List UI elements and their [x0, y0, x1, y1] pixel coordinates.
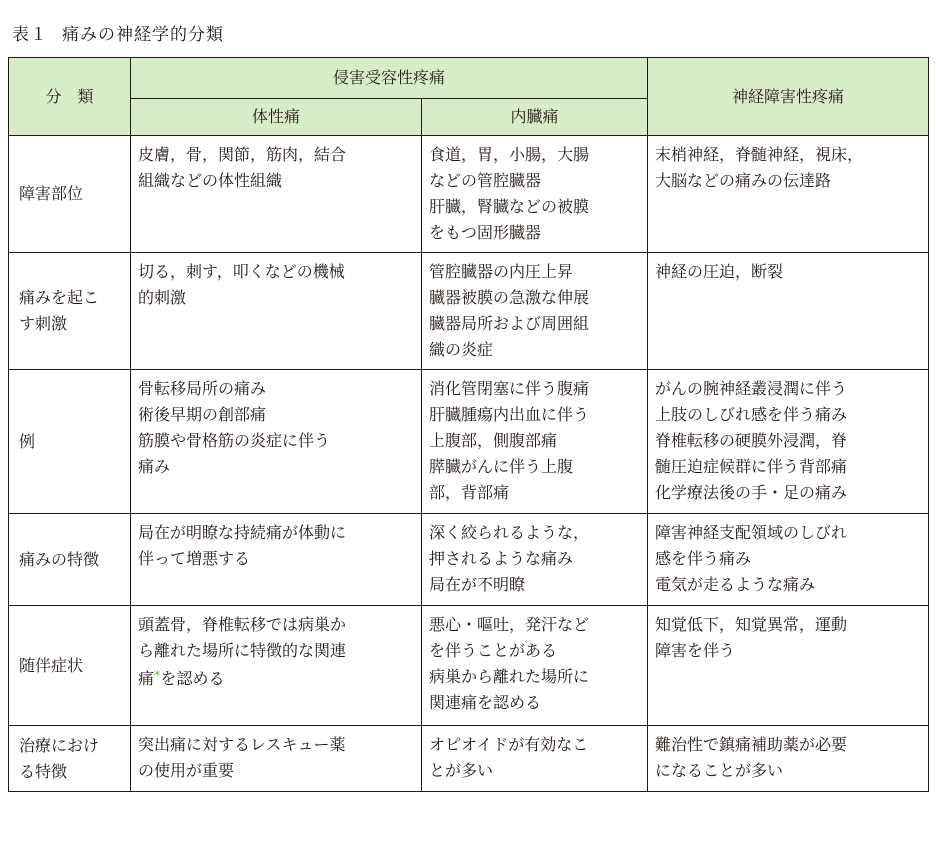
cell-visceral: 消化管閉塞に伴う腹痛 肝臓腫瘍内出血に伴う 上腹部，側腹部痛 膵臓がんに伴う上腹 部，背部痛	[422, 370, 648, 514]
pain-classification-table	[8, 57, 929, 792]
cell-neuropathic: がんの腕神経叢浸潤に伴う 上肢のしびれ感を伴う痛み 脊椎転移の硬膜外浸潤，脊 髄圧迫症候群に伴う背部痛 化学療法後の手・足の痛み	[648, 370, 929, 514]
table-row	[9, 253, 929, 370]
row-label: 痛みの特徴	[9, 514, 131, 606]
cell-somatic: 切る，刺す，叩くなどの機械 的刺激	[131, 253, 422, 370]
cell-neuropathic: 知覚低下，知覚異常，運動 障害を伴う	[648, 606, 929, 726]
header-nociceptive: 侵害受容性疼痛	[131, 58, 648, 99]
cell-visceral: 食道，胃，小腸，大腸 などの管腔臓器 肝臓，腎臓などの被膜 をもつ固形臓器	[422, 136, 648, 253]
row-label: 痛みを起こ す刺激	[9, 253, 131, 370]
header-somatic: 体性痛	[131, 99, 422, 136]
row-label: 例	[9, 370, 131, 514]
cell-neuropathic: 末梢神経，脊髄神経，視床， 大脳などの痛みの伝達路	[648, 136, 929, 253]
header-neuropathic: 神経障害性疼痛	[648, 58, 929, 136]
table-row	[9, 726, 929, 792]
header-category: 分 類	[9, 58, 131, 136]
header-visceral: 内臓痛	[422, 99, 648, 136]
cell-somatic: 皮膚，骨，関節，筋肉，結合 組織などの体性組織	[131, 136, 422, 253]
table-title: 痛みの神経学的分類	[62, 25, 224, 45]
table-row	[9, 606, 929, 726]
row-label: 治療におけ る特徴	[9, 726, 131, 792]
cell-somatic: 骨転移局所の痛み 術後早期の創部痛 筋膜や骨格筋の炎症に伴う 痛み	[131, 370, 422, 514]
table-caption	[12, 20, 224, 45]
row-label: 随伴症状	[9, 606, 131, 726]
cell-somatic: 突出痛に対するレスキュー薬 の使用が重要	[131, 726, 422, 792]
cell-visceral: 深く絞られるような， 押されるような痛み 局在が不明瞭	[422, 514, 648, 606]
cell-neuropathic: 神経の圧迫，断裂	[648, 253, 929, 370]
cell-neuropathic: 難治性で鎮痛補助薬が必要 になることが多い	[648, 726, 929, 792]
footnote-asterisk: *	[154, 669, 161, 684]
cell-visceral: オピオイドが有効なこ とが多い	[422, 726, 648, 792]
cell-somatic: 頭蓋骨，脊椎転移では病巣か ら離れた場所に特徴的な関連 痛*を認める	[131, 606, 422, 726]
cell-neuropathic: 障害神経支配領域のしびれ 感を伴う痛み 電気が走るような痛み	[648, 514, 929, 606]
table-row	[9, 136, 929, 253]
cell-somatic: 局在が明瞭な持続痛が体動に 伴って増悪する	[131, 514, 422, 606]
table-row	[9, 514, 929, 606]
cell-visceral: 悪心・嘔吐，発汗など を伴うことがある 病巣から離れた場所に 関連痛を認める	[422, 606, 648, 726]
cell-visceral: 管腔臓器の内圧上昇 臓器被膜の急激な伸展 臓器局所および周囲組 織の炎症	[422, 253, 648, 370]
row-label: 障害部位	[9, 136, 131, 253]
table-number: 表１	[12, 25, 48, 45]
table-row	[9, 370, 929, 514]
